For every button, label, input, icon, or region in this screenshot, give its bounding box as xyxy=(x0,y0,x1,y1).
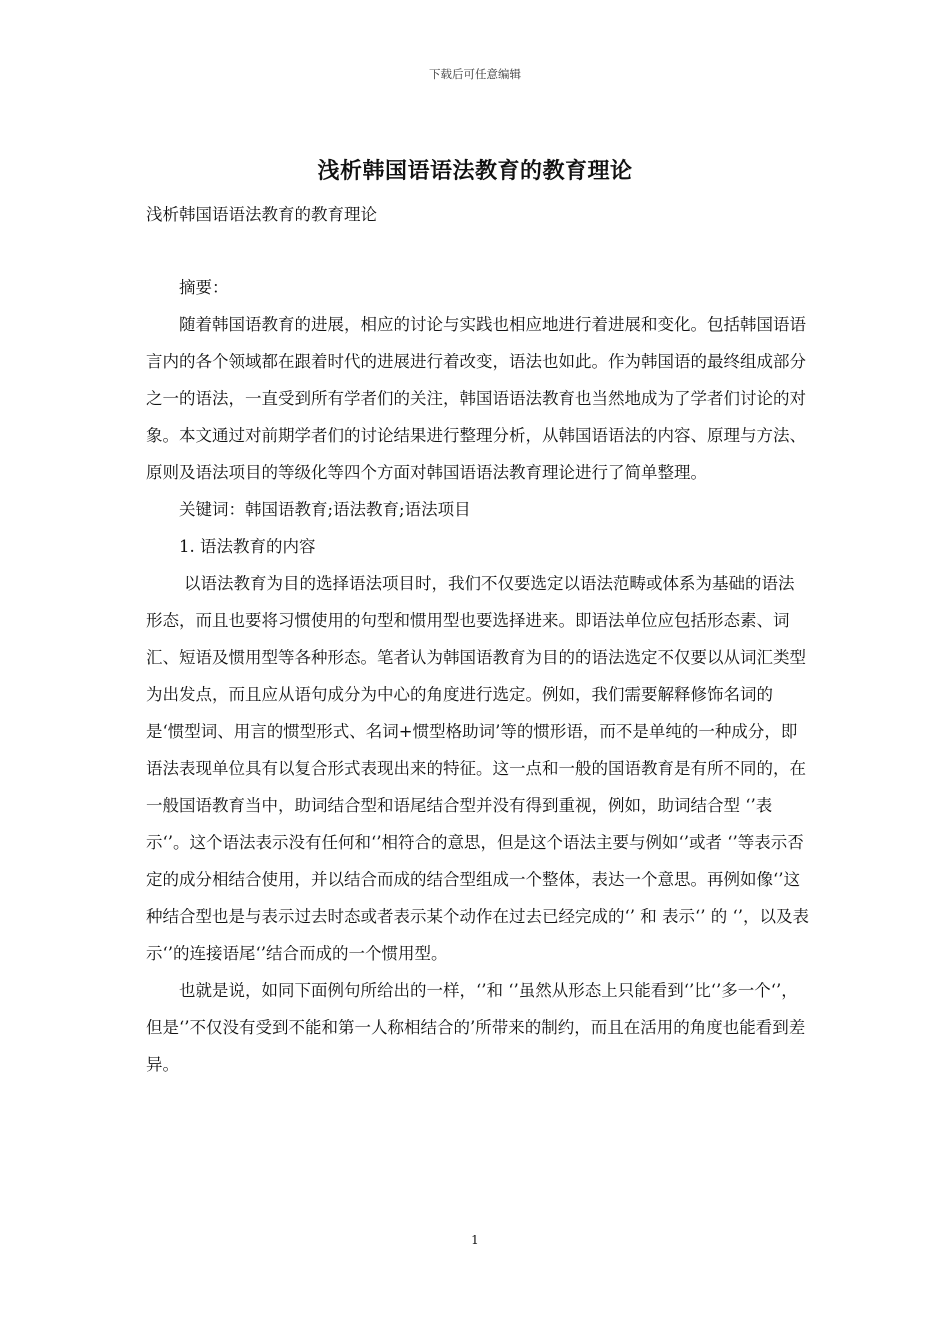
page-number: 1 xyxy=(471,1233,479,1247)
header-note: 下载后可任意编辑 xyxy=(429,67,521,81)
body-paragraph-2: 也就是说，如同下面例句所给出的一样，‘’和 ‘’虽然从形态上只能看到‘’比‘’多一个‘’，但是‘’不仅没有受到不能和第一人称相结合的’所带来的制约，而且在活用的角度也能看到差异。 xyxy=(146,981,806,1074)
document-title: 浅析韩国语语法教育的教育理论 xyxy=(317,158,633,184)
body-paragraph-1: 以语法教育为目的选择语法项目时，我们不仅要选定以语法范畴或体系为基础的语法形态，而且也要将习惯使用的句型和惯用型也要选择进来。即语法单位应包括形态素、词汇、短语及惯用型等各种形态。笔者认为韩国语教育为目的的语法选定不仅要以从词汇类型为出发点，而且应从语句成分为中心的角度进行选定。例如，我们需要解释修饰名词的是‘惯型词、用言的惯型形式、名词+惯型格助词’等的惯形语，而不是单纯的一种成分，即语法表现单位具有以复合形式表现出来的特征。这一点和一般的国语教育是有所不同的，在一般国语教育当中，助词结合型和语尾结合型并没有得到重视，例如，助词结合型 ‘’表示‘’。这个语法表示没有任何和‘’相符合的意思，但是这个语法主要与例如‘’或者 ‘’等表示否定的成分相结合使用，并以结合而成的结合型组成一个整体，表达一个意思。再例如像‘’这种结合型也是与表示过去时态或者表示某个动作在过去已经完成的‘’ 和 表示‘’ 的 ‘’，以及表示‘’的连接语尾‘’结合而成的一个惯用型。 xyxy=(146,574,809,963)
document-body xyxy=(146,269,810,1083)
document-subtitle: 浅析韩国语语法教育的教育理论 xyxy=(146,205,377,224)
abstract-paragraph: 随着韩国语教育的进展，相应的讨论与实践也相应地进行着进展和变化。包括韩国语语言内的各个领域都在跟着时代的进展进行着改变，语法也如此。作为韩国语的最终组成部分之一的语法，一直受到所有学者们的关注，韩国语语法教育也当然地成为了学者们讨论的对象。本文通过对前期学者们的讨论结果进行整理分析，从韩国语语法的内容、原理与方法、原则及语法项目的等级化等四个方面对韩国语语法教育理论进行了简单整理。 xyxy=(146,315,806,482)
keywords-line: 关键词：韩国语教育;语法教育;语法项目 xyxy=(179,500,471,519)
abstract-label: 摘要： xyxy=(179,278,229,297)
section-heading: 1. 语法教育的内容 xyxy=(179,537,316,556)
